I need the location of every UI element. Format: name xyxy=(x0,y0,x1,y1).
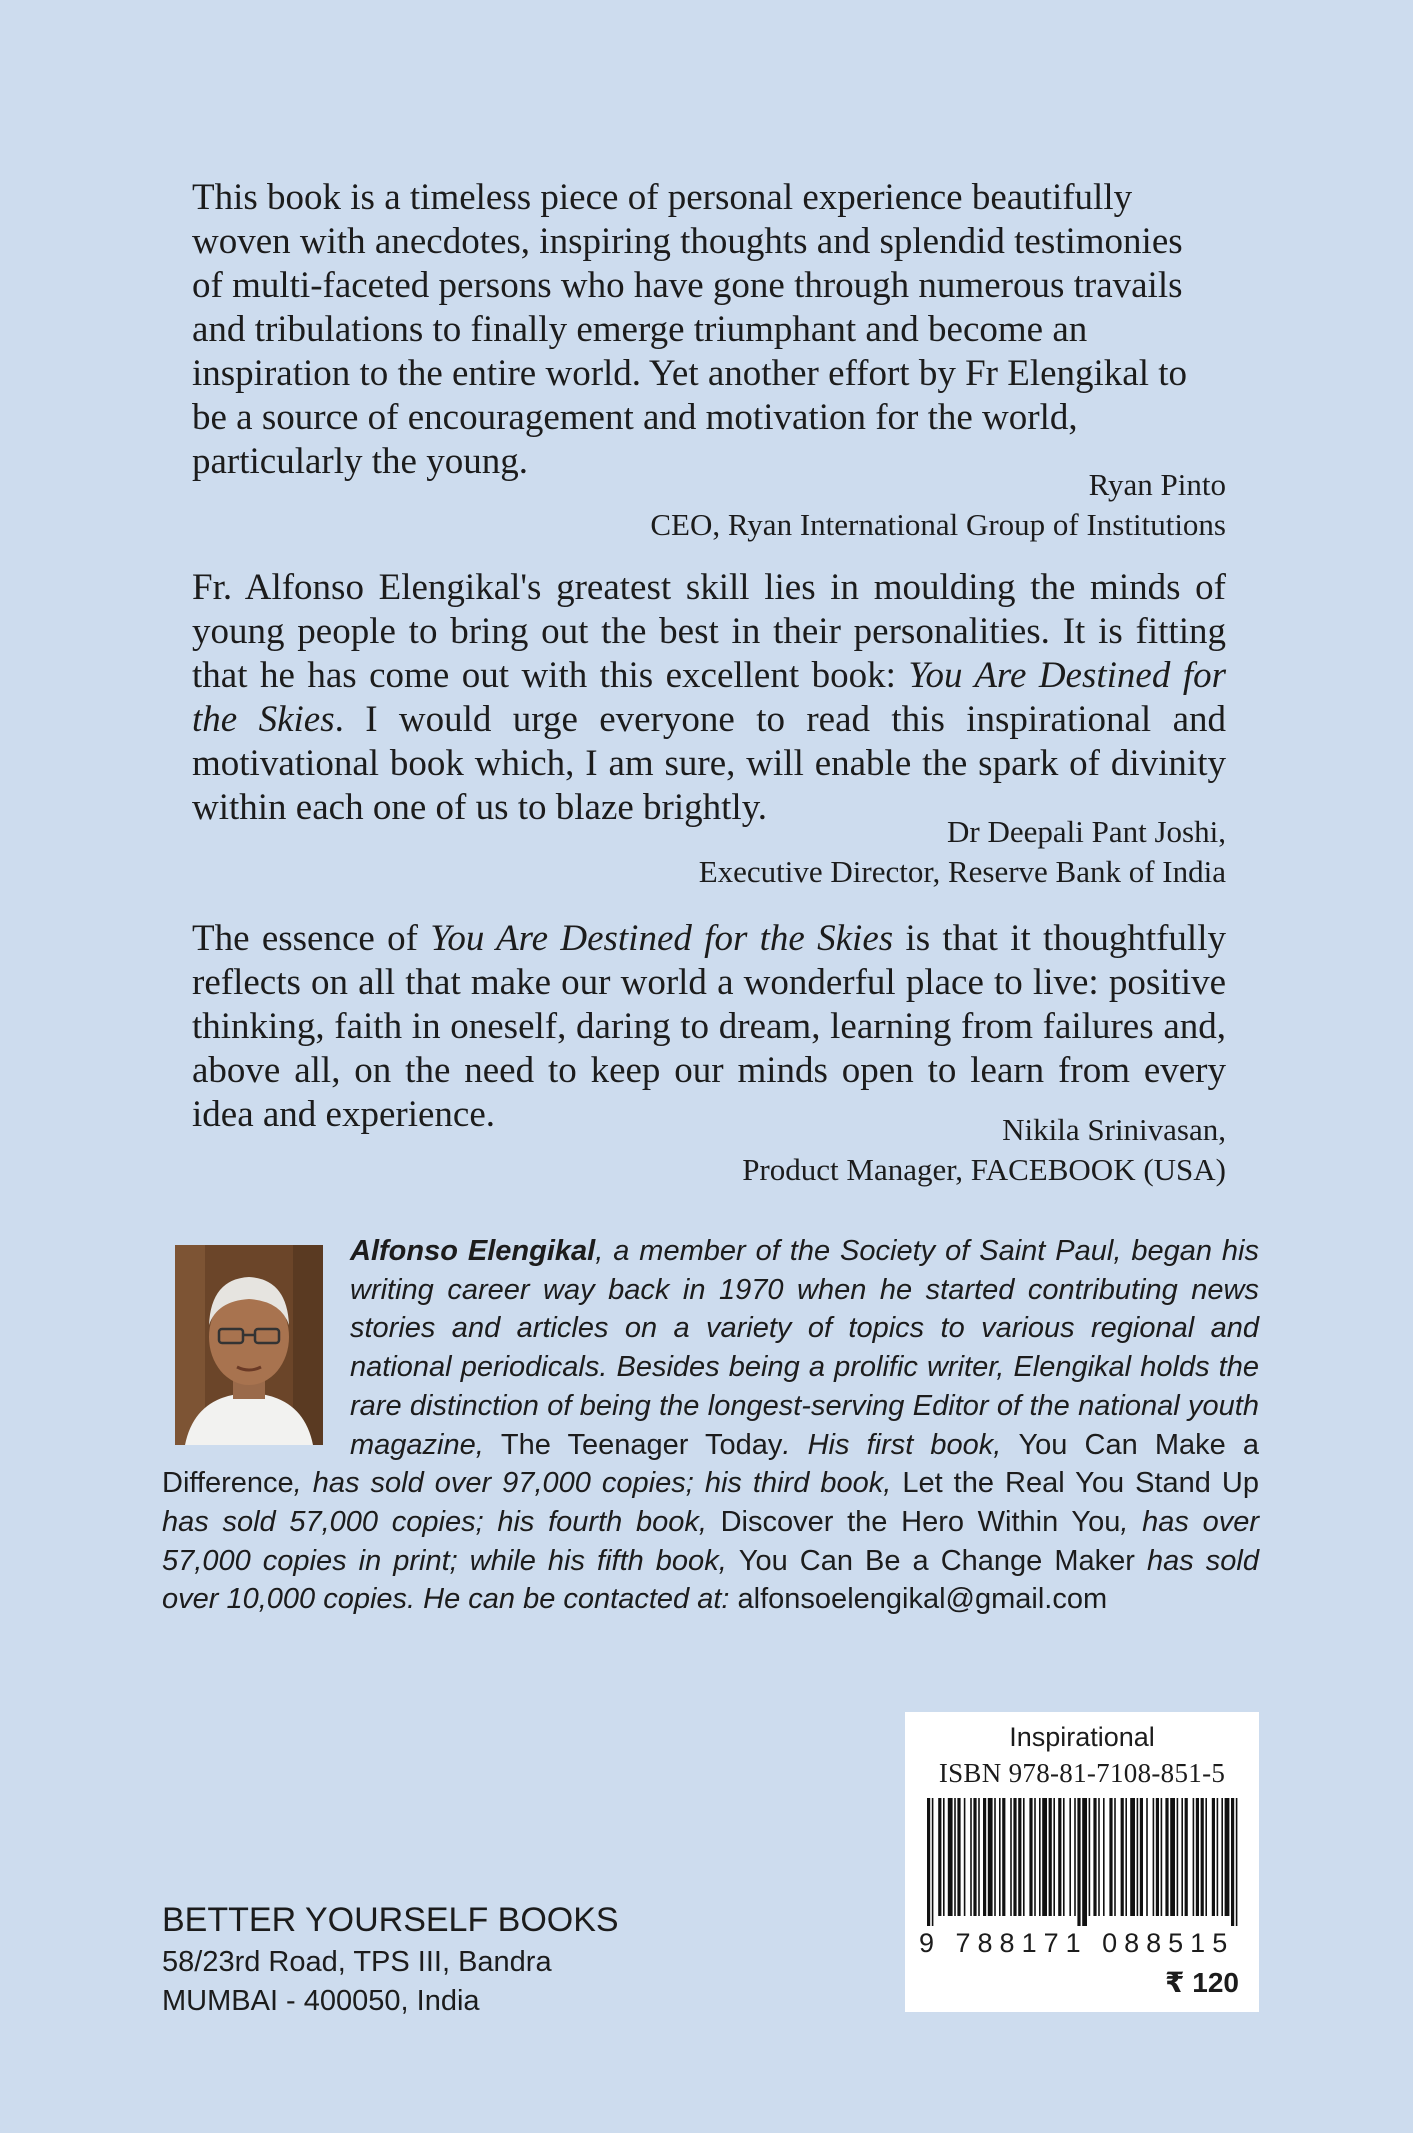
endorser-name: Nikila Srinivasan, xyxy=(1002,1112,1226,1147)
endorser-role: CEO, Ryan International Group of Institutions xyxy=(650,507,1226,542)
barcode-bar xyxy=(1185,1798,1188,1916)
barcode-bar xyxy=(1103,1798,1105,1916)
barcode-bar xyxy=(1221,1798,1223,1916)
barcode-bar xyxy=(1069,1798,1071,1916)
barcode-bar xyxy=(1042,1798,1047,1916)
barcode-bar xyxy=(1093,1798,1096,1916)
barcode-bar xyxy=(1193,1798,1195,1916)
barcode-bar xyxy=(927,1798,930,1926)
magazine-title: The Teenager Today xyxy=(500,1428,783,1461)
barcode-bar xyxy=(1002,1798,1005,1916)
barcode-bar xyxy=(1082,1798,1087,1926)
book-title: You Can Make a Difference xyxy=(162,1428,1260,1500)
barcode-bar xyxy=(1165,1798,1168,1916)
ean-digits: 9 788171 088515 xyxy=(919,1928,1235,1958)
barcode-bar xyxy=(1130,1798,1135,1916)
barcode-bar xyxy=(1039,1798,1041,1916)
barcode-bar xyxy=(1201,1798,1204,1916)
price-label: ₹ 120 xyxy=(1165,1967,1239,1998)
barcode-bar xyxy=(1170,1798,1175,1916)
barcode-bar xyxy=(970,1798,972,1916)
barcode-bar xyxy=(1018,1798,1021,1916)
endorsement-1-text: This book is a timeless piece of personal experience beautifully woven with anecdotes, inspiring thoughts and splendid testimonies of multi-faceted persons who have gone through numerous travails and tribulations to finally emerge triumphant and become an inspiration to the entire world. Yet another effort by Fr Elengikal to be a source of encouragement and motivation for the world, particularly the young. xyxy=(192,177,1188,482)
endorser-name: Dr Deepali Pant Joshi, xyxy=(947,814,1226,849)
barcode-bar xyxy=(1212,1798,1215,1916)
barcode-bar xyxy=(1125,1798,1127,1916)
barcode-bar xyxy=(964,1798,966,1916)
publisher-address-line-2: MUMBAI - 400050, India xyxy=(162,1985,480,2017)
barcode-bar xyxy=(938,1798,941,1916)
barcode-bar xyxy=(1098,1798,1100,1916)
barcode-bar xyxy=(932,1798,934,1926)
barcode-bar xyxy=(1053,1798,1055,1916)
barcode-bar xyxy=(1114,1798,1116,1916)
barcode-bar xyxy=(973,1798,976,1916)
barcode-bar xyxy=(983,1798,986,1916)
isbn-number: ISBN 978-81-7108-851-5 xyxy=(938,1758,1226,1788)
barcode-bar xyxy=(988,1798,993,1916)
publisher-block xyxy=(162,1898,619,2021)
barcode-bar xyxy=(999,1798,1001,1916)
barcode-bar xyxy=(1161,1798,1163,1916)
endorsement-3-attribution xyxy=(742,1110,1226,1190)
barcode-bar xyxy=(1109,1798,1112,1916)
endorser-name: Ryan Pinto xyxy=(1088,467,1226,502)
book-title: You Are Destined for the Skies xyxy=(192,655,1226,740)
barcode-bar xyxy=(1196,1798,1199,1916)
barcode-bar xyxy=(1074,1798,1076,1916)
barcode-bar xyxy=(943,1798,945,1916)
barcode-bar xyxy=(1121,1798,1124,1916)
barcode-bar xyxy=(1077,1798,1080,1926)
endorsement-1-attribution xyxy=(650,465,1226,545)
barcode-bar xyxy=(948,1798,953,1916)
author-name: Alfonso Elengikal xyxy=(350,1235,596,1267)
barcode-bar xyxy=(1010,1798,1012,1916)
endorsement-2-attribution xyxy=(699,812,1226,892)
barcode-bar xyxy=(1217,1798,1219,1916)
barcode-bar xyxy=(1049,1798,1052,1916)
barcode-bar xyxy=(954,1798,956,1916)
book-title: Discover the Hero Within You xyxy=(720,1505,1121,1538)
barcode-bar xyxy=(1023,1798,1025,1916)
book-title: You Can Be a Change Maker xyxy=(738,1544,1135,1577)
barcode-box xyxy=(905,1712,1259,2012)
barcode-bar xyxy=(1146,1798,1148,1916)
endorser-role: Executive Director, Reserve Bank of India xyxy=(698,854,1226,889)
barcode-bar xyxy=(1225,1798,1230,1916)
barcode-bar xyxy=(1089,1798,1091,1916)
book-title: Let the Real You Stand Up xyxy=(902,1467,1259,1500)
barcode-bar xyxy=(1205,1798,1207,1916)
barcode-bar xyxy=(1137,1798,1139,1916)
barcode-bar xyxy=(994,1798,996,1916)
barcode-bar xyxy=(978,1798,980,1916)
barcode-bar xyxy=(1231,1798,1234,1926)
publisher-address-line-1: 58/23rd Road, TPS III, Bandra xyxy=(162,1946,552,1978)
book-title: You Are Destined for the Skies xyxy=(430,918,894,959)
endorser-role: Product Manager, FACEBOOK (USA) xyxy=(742,1152,1226,1187)
publisher-name: BETTER YOURSELF BOOKS xyxy=(162,1901,619,1939)
author-bio: Alfonso Elengikal, a member of the Society of Saint Paul, began his writing career way back in 1970 when he started contributing news stories and articles on a variety of topics to various regional and national periodicals. Besides being a prolific writer, Elengikal holds the rare distinction of being the longest-serving Editor of the national youth magazine, The Teenager Today. His first book, You Can Make a Difference, has sold over 97,000 copies; his third book, Let the Real You Stand Up has sold 57,000 copies; his fourth book, Discover the Hero Within You, has over 57,000 copies in print; while his fifth book, You Can Be a Change Maker has sold over 10,000 copies. He can be contacted at: alfonsoelengikal@gmail.com xyxy=(162,1235,1260,1616)
barcode-bar xyxy=(1063,1798,1065,1916)
barcode-bar xyxy=(1013,1798,1016,1916)
barcode-bar xyxy=(1029,1798,1032,1916)
barcode-bar xyxy=(1181,1798,1183,1916)
barcode-bar xyxy=(957,1798,960,1916)
barcode-bar xyxy=(1034,1798,1036,1916)
endorsement-3-text: The essence of You Are Destined for the Skies is that it thoughtfully reflects on all that make our world a wonderful place to live: positive thinking, faith in oneself, daring to dream, learning from failures and, above all, on the need to keep our minds open to learn from every idea and experience. xyxy=(192,918,1226,1135)
barcode-bar xyxy=(1236,1798,1238,1926)
barcode-image xyxy=(925,1798,1239,1926)
barcode-bar xyxy=(1140,1798,1143,1916)
barcode-bar xyxy=(1153,1798,1155,1916)
author-email: alfonsoelengikal@gmail.com xyxy=(737,1583,1108,1616)
endorsement-2-text: Fr. Alfonso Elengikal's greatest skill lies in moulding the minds of young people to bring out the best in their personalities. It is fitting that he has come out with this excellent book: You Are Destined for the Skies. I would urge everyone to read this inspirational and motivational book which, I am sure, will enable the spark of divinity within each one of us to blaze brightly. xyxy=(192,567,1226,828)
barcode-bar xyxy=(1058,1798,1061,1916)
genre-label: Inspirational xyxy=(1009,1722,1155,1752)
barcode-bar xyxy=(1156,1798,1159,1916)
barcode-bar xyxy=(1177,1798,1179,1916)
